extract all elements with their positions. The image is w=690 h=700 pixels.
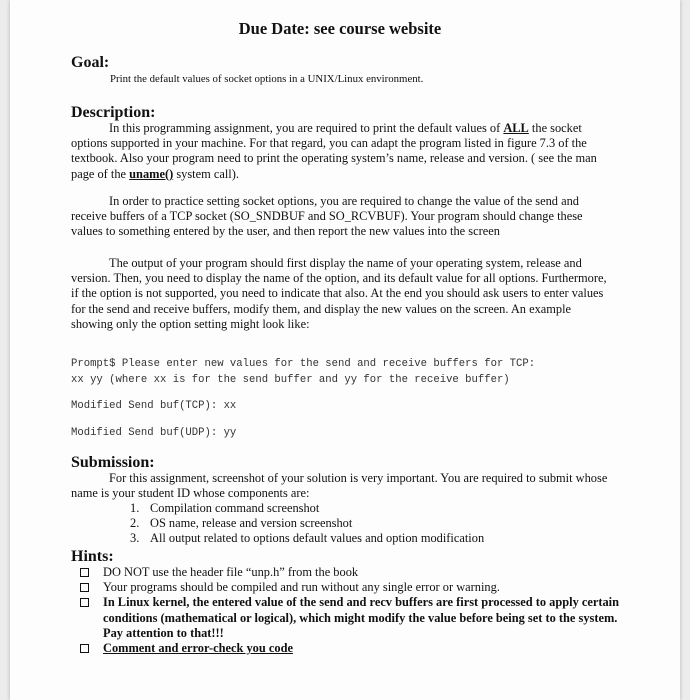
checkbox-square-icon [80,583,89,592]
example-line-4: Modified Send buf(UDP): yy [71,427,237,439]
list-item: In Linux kernel, the entered value of the send and recv buffers are first processed to apply certain conditions (mathematical or logical), which might modify the value before being set to the system. Pay attention to that!!! [71,595,621,641]
example-line-2: xx yy (where xx is for the send buffer and yy for the receive buffer) [71,374,510,386]
checkbox-square-icon [80,644,89,653]
submission-list [130,501,610,547]
description-paragraph-2 [71,194,616,240]
page-title: Due Date: see course website [238,19,442,38]
example-line-3: Modified Send buf(TCP): xx [71,400,237,412]
list-item: 2. OS name, release and version screenshot [130,516,353,531]
goal-heading: Goal: [71,54,110,71]
p2-text: In order to practice setting socket options, you are required to change the value of the send and receive buffers of a TCP socket (SO_SNDBUF and SO_RCVBUF). Your program should change these values to something entered by the user, and then report the new values into the screen [71,194,583,239]
hints-heading: Hints: [71,548,114,565]
p1-part-c: system call). [173,166,239,181]
checkbox-square-icon [80,568,89,577]
p3-text: The output of your program should first display the name of your operating system, release and version. Then, you need to display the name of the option, and its default value for all options. Furthermore, if the option is not supported, you need to indicate that also. At the end you should ask users to enter values for the send and receive buffers, modify them, and display the new values on the screen. An example showing only the option setting might look like: [71,256,607,331]
list-item: Comment and error-check you code [71,641,621,656]
list-item: 3. All output related to options default values and option modification [130,531,485,546]
list-item: Your programs should be compiled and run without any single error or warning. [71,580,621,595]
hints-list [71,565,621,656]
description-paragraph-3 [71,256,616,332]
list-item: 1. Compilation command screenshot [130,501,320,515]
example-line-1: Prompt$ Please enter new values for the send and receive buffers for TCP: [71,358,536,370]
description-paragraph-1 [71,121,616,182]
list-item: DO NOT use the header file “unp.h” from the book [71,565,621,580]
description-heading: Description: [71,104,156,121]
submission-paragraph: For this assignment, screenshot of your solution is very important. You are required to submit whose name is your student ID whose components are: [71,471,608,501]
uname-emphasis: uname() [129,166,174,181]
checkbox-square-icon [80,598,89,607]
p1-part-a: In this programming assignment, you are required to print the default values of [109,121,504,135]
submission-heading: Submission: [71,454,155,471]
p1-part-b: the socket options supported in your machine. For that regard, you can adapt the program listed in figure 7.3 of the textbook. Also your program need to print the operating system’s name, release and version. ( see the man page of the [71,121,597,181]
submission-text [71,471,616,501]
goal-text: Print the default values of socket options in a UNIX/Linux environment. [110,73,424,85]
all-emphasis: ALL [503,121,529,135]
